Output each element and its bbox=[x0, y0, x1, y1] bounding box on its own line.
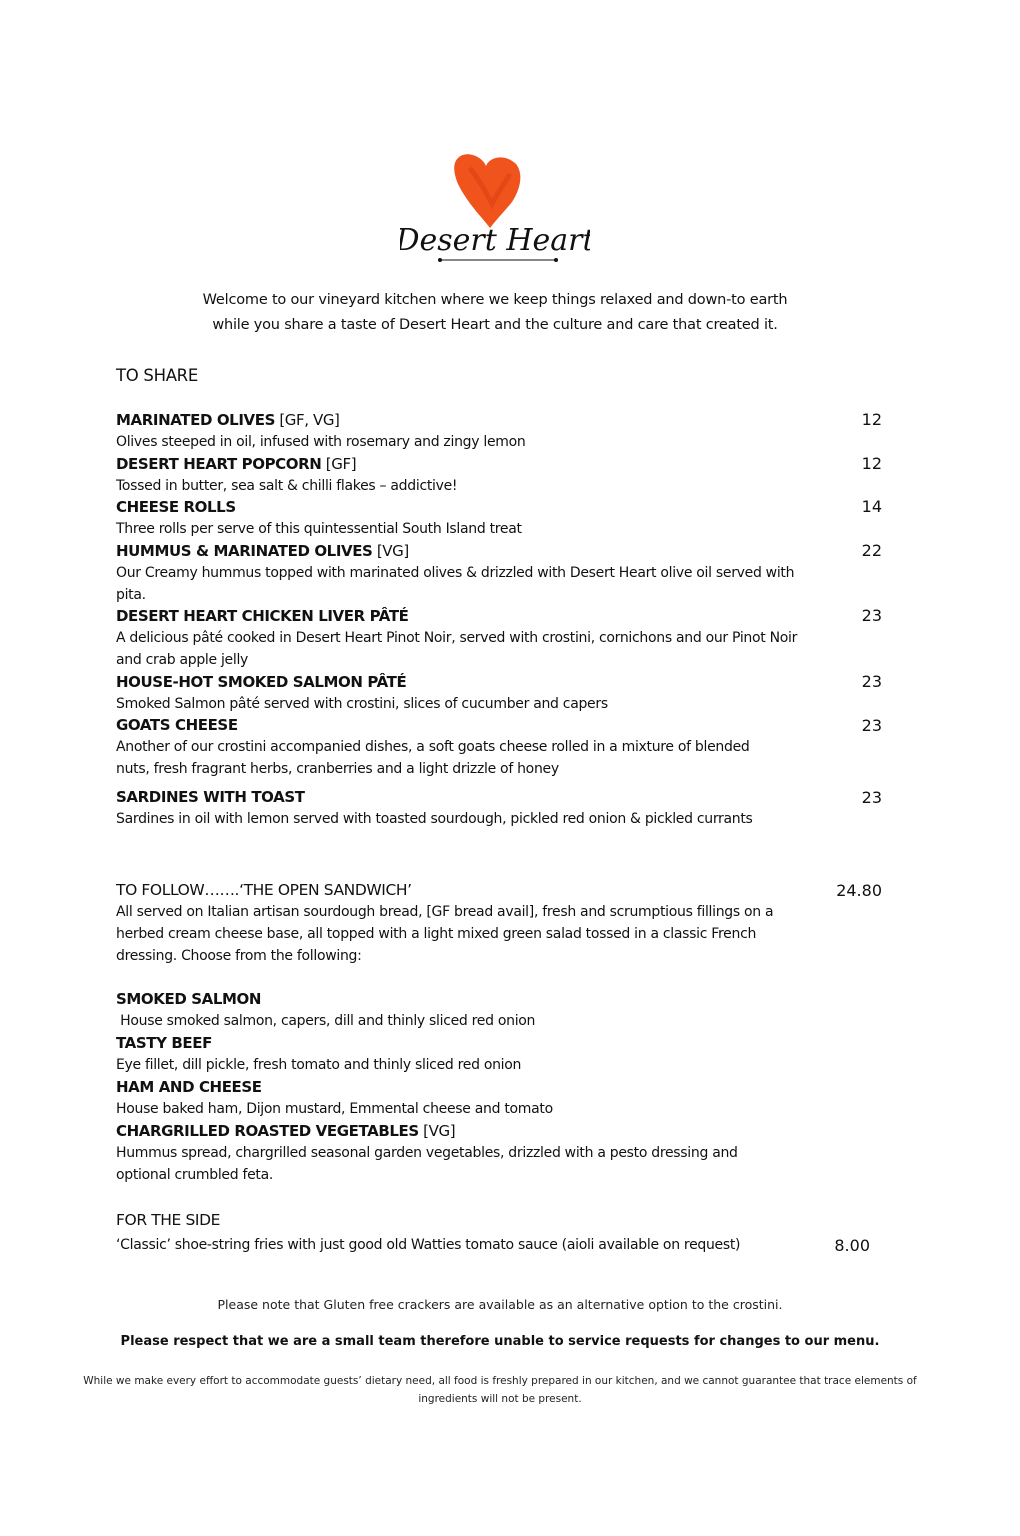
open-sandwich-price: 24.80 bbox=[836, 881, 882, 900]
item-tags: [GF, VG] bbox=[274, 411, 340, 429]
heart-icon bbox=[400, 148, 590, 272]
item-price: 23 bbox=[861, 716, 882, 735]
side-price: 8.00 bbox=[834, 1236, 870, 1255]
option-description: House smoked salmon, capers, dill and thinly sliced red onion bbox=[116, 1013, 536, 1029]
gluten-free-note: Please note that Gluten free crackers are available as an alternative option to the crostini. bbox=[217, 1297, 783, 1312]
item-price: 23 bbox=[861, 606, 882, 625]
item-price: 12 bbox=[861, 410, 882, 429]
item-price: 23 bbox=[861, 788, 882, 807]
menu-item bbox=[116, 671, 896, 715]
small-team-note: Please respect that we are a small team therefore unable to service requests for changes to our menu. bbox=[120, 1334, 880, 1349]
item-description: Smoked Salmon pâté served with crostini, slices of cucumber and capers bbox=[116, 696, 608, 712]
menu-item bbox=[116, 496, 896, 540]
side-section bbox=[116, 1209, 896, 1256]
menu-item bbox=[116, 409, 896, 453]
dietary-disclaimer bbox=[0, 1372, 1000, 1408]
item-description: Olives steeped in oil, infused with rosemary and zingy lemon bbox=[116, 434, 526, 450]
item-description: Sardines in oil with lemon served with toasted sourdough, pickled red onion & pickled currants bbox=[116, 811, 753, 827]
menu-item bbox=[116, 605, 896, 671]
item-description: Tossed in butter, sea salt & chilli flakes – addictive! bbox=[116, 478, 458, 494]
item-name: HUMMUS & MARINATED OLIVES bbox=[116, 542, 373, 560]
menu-item bbox=[116, 786, 896, 830]
menu-item bbox=[116, 453, 896, 497]
item-name: CHEESE ROLLS bbox=[116, 498, 236, 516]
item-price: 23 bbox=[861, 672, 882, 691]
option-name: SMOKED SALMON bbox=[116, 990, 262, 1008]
option-name: CHARGRILLED ROASTED VEGETABLES bbox=[116, 1122, 419, 1140]
item-name: GOATS CHEESE bbox=[116, 716, 238, 734]
item-description: Three rolls per serve of this quintessential South Island treat bbox=[116, 521, 522, 537]
option-description: House baked ham, Dijon mustard, Emmental cheese and tomato bbox=[116, 1101, 553, 1117]
side-description: ‘Classic’ shoe-string fries with just good old Watties tomato sauce (aioli available on request) bbox=[116, 1237, 741, 1253]
sandwich-option bbox=[116, 1120, 896, 1186]
option-name: TASTY BEEF bbox=[116, 1034, 212, 1052]
item-tags: [VG] bbox=[372, 542, 409, 560]
open-sandwich-section bbox=[116, 879, 896, 967]
intro-line-2: while you share a taste of Desert Heart and the culture and care that created it. bbox=[212, 317, 778, 333]
section-title-for-the-side: FOR THE SIDE bbox=[116, 1211, 220, 1229]
item-price: 14 bbox=[861, 497, 882, 516]
sandwich-option bbox=[116, 1032, 896, 1076]
option-tags: [VG] bbox=[418, 1122, 456, 1140]
section-title-to-share: TO SHARE bbox=[116, 366, 198, 385]
desert-heart-logo bbox=[400, 148, 590, 272]
item-name: DESERT HEART CHICKEN LIVER PÂTÉ bbox=[116, 607, 409, 625]
brand-wordmark: Desert Heart bbox=[400, 223, 590, 258]
item-tags: [GF] bbox=[321, 455, 357, 473]
option-description: Eye fillet, dill pickle, fresh tomato and thinly sliced red onion bbox=[116, 1057, 522, 1073]
item-description: A delicious pâté cooked in Desert Heart Pinot Noir, served with crostini, cornichons and our Pinot Noir and crab apple jelly bbox=[116, 630, 798, 668]
option-name: HAM AND CHEESE bbox=[116, 1078, 262, 1096]
section-title-to-follow: TO FOLLOW…….‘THE OPEN SANDWICH’ bbox=[116, 881, 412, 899]
open-sandwich-description: All served on Italian artisan sourdough bread, [GF bread avail], fresh and scrumptious fillings on a herbed cream cheese base, all topped with a light mixed green salad tossed in a classic French dressing. Choose from the following: bbox=[116, 904, 774, 964]
item-name: MARINATED OLIVES bbox=[116, 411, 275, 429]
welcome-intro bbox=[120, 288, 870, 338]
sandwich-option bbox=[116, 988, 896, 1032]
item-name: SARDINES WITH TOAST bbox=[116, 788, 305, 806]
intro-line-1: Welcome to our vineyard kitchen where we keep things relaxed and down-to earth bbox=[202, 292, 788, 308]
dietary-line-2: ingredients will not be present. bbox=[418, 1393, 582, 1405]
item-description: Another of our crostini accompanied dishes, a soft goats cheese rolled in a mixture of blended nuts, fresh fragrant herbs, cranberries and a light drizzle of honey bbox=[116, 739, 750, 777]
dietary-line-1: While we make every effort to accommodate guests’ dietary need, all food is freshly prepared in our kitchen, and we cannot guarantee that trace elements of bbox=[83, 1375, 917, 1387]
option-description: Hummus spread, chargrilled seasonal garden vegetables, drizzled with a pesto dressing and optional crumbled feta. bbox=[116, 1145, 738, 1183]
menu-item bbox=[116, 540, 896, 606]
item-price: 12 bbox=[861, 454, 882, 473]
item-name: DESERT HEART POPCORN bbox=[116, 455, 322, 473]
menu-item bbox=[116, 714, 896, 780]
item-name: HOUSE-HOT SMOKED SALMON PÂTÉ bbox=[116, 673, 407, 691]
item-price: 22 bbox=[861, 541, 882, 560]
sandwich-option bbox=[116, 1076, 896, 1120]
item-description: Our Creamy hummus topped with marinated olives & drizzled with Desert Heart olive oil served with pita. bbox=[116, 565, 795, 603]
